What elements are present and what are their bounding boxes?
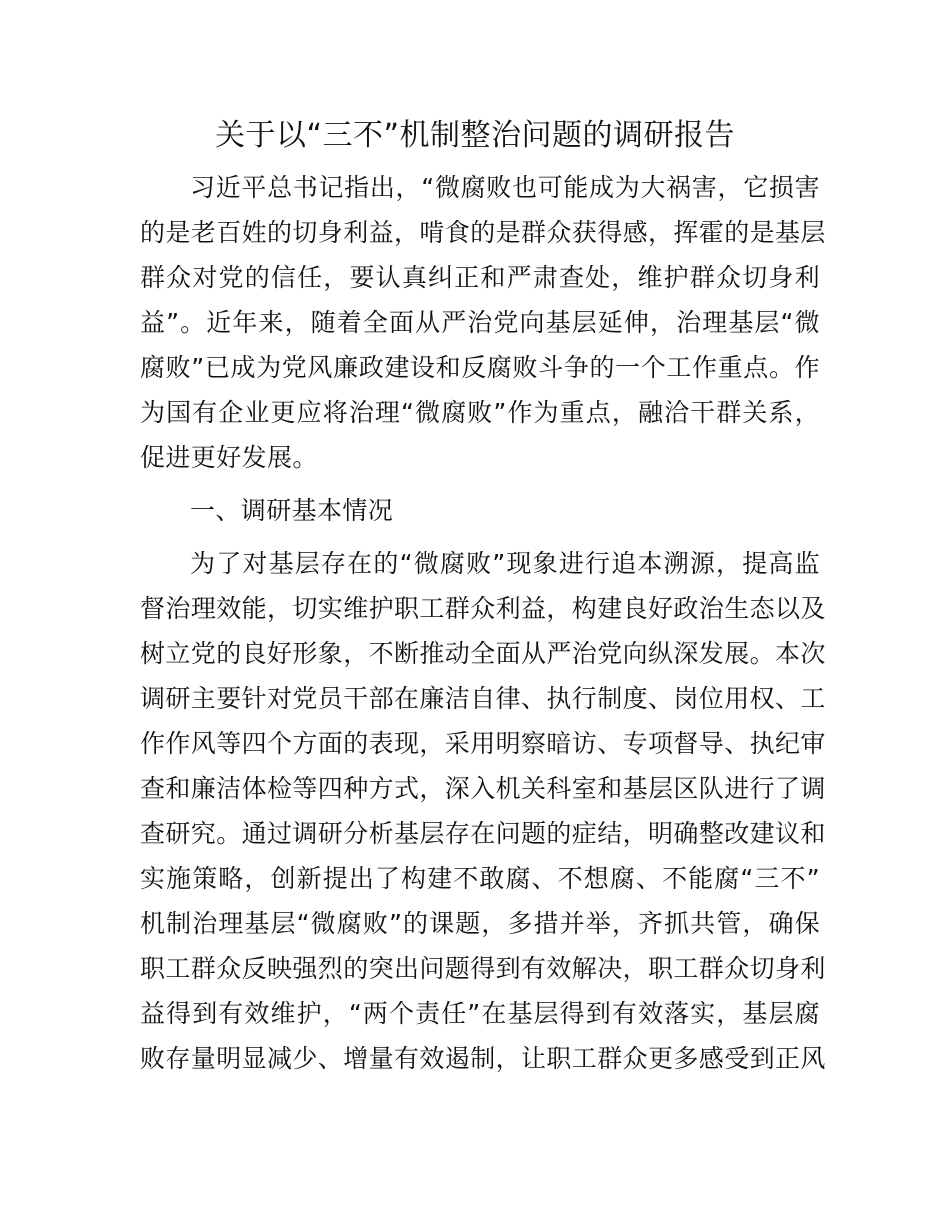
- paragraph-3-line-11: 益得到有效维护，“两个责任”在基层得到有效落实，基层腐: [140, 999, 820, 1028]
- paragraph-3-line-12: 败存量明显减少、增量有效遏制，让职工群众更多感受到正风: [140, 1044, 826, 1073]
- paragraph-3-line-10: 职工群众反映强烈的突出问题得到有效解决，职工群众切身利: [140, 954, 826, 983]
- section-heading-1: 一、调研基本情况: [190, 496, 394, 525]
- paragraph-1-line-1: 习近平总书记指出，“微腐败也可能成为大祸害，它损害: [190, 173, 820, 202]
- paragraph-1-line-2: 的是老百姓的切身利益，啃食的是群众获得感，挥霍的是基层: [140, 218, 826, 247]
- paragraph-gap: [140, 480, 820, 488]
- paragraph-gap: [140, 533, 820, 541]
- document-title: 关于以“三不”机制整治问题的调研报告: [214, 118, 736, 153]
- paragraph-1-line-5: 腐败”已成为党风廉政建设和反腐败斗争的一个工作重点。作: [140, 353, 820, 382]
- paragraph-3-line-6: 查和廉洁体检等四种方式，深入机关科室和基层区队进行了调: [140, 774, 826, 803]
- paragraph-3-line-4: 调研主要针对党员干部在廉洁自律、执行制度、岗位用权、工: [140, 684, 826, 713]
- paragraph-1-line-6: 为国有企业更应将治理“微腐败”作为重点，融洽干群关系，: [140, 398, 820, 427]
- paragraph-1-line-4: 益”。近年来，随着全面从严治党向基层延伸，治理基层“微: [140, 308, 820, 337]
- paragraph-3-line-9: 机制治理基层“微腐败”的课题，多措并举，齐抓共管，确保: [140, 909, 820, 938]
- paragraph-3-line-1: 为了对基层存在的“微腐败”现象进行追本溯源，提高监: [190, 549, 820, 578]
- paragraph-3-line-5: 作作风等四个方面的表现，采用明察暗访、专项督导、执纪审: [140, 729, 826, 758]
- paragraph-3-line-7: 查研究。通过调研分析基层存在问题的症结，明确整改建议和: [140, 819, 826, 848]
- paragraph-3-line-8: 实施策略，创新提出了构建不敢腐、不想腐、不能腐“三不”: [140, 864, 820, 893]
- paragraph-1-line-3: 群众对党的信任，要认真纠正和严肃查处，维护群众切身利: [140, 263, 820, 292]
- paragraph-3-line-3: 树立党的良好形象，不断推动全面从严治党向纵深发展。本次: [140, 639, 826, 668]
- document-body: [140, 165, 826, 1081]
- paragraph-1-line-7: 促进更好发展。: [140, 443, 318, 472]
- paragraph-3-line-2: 督治理效能，切实维护职工群众利益，构建良好政治生态以及: [140, 594, 826, 623]
